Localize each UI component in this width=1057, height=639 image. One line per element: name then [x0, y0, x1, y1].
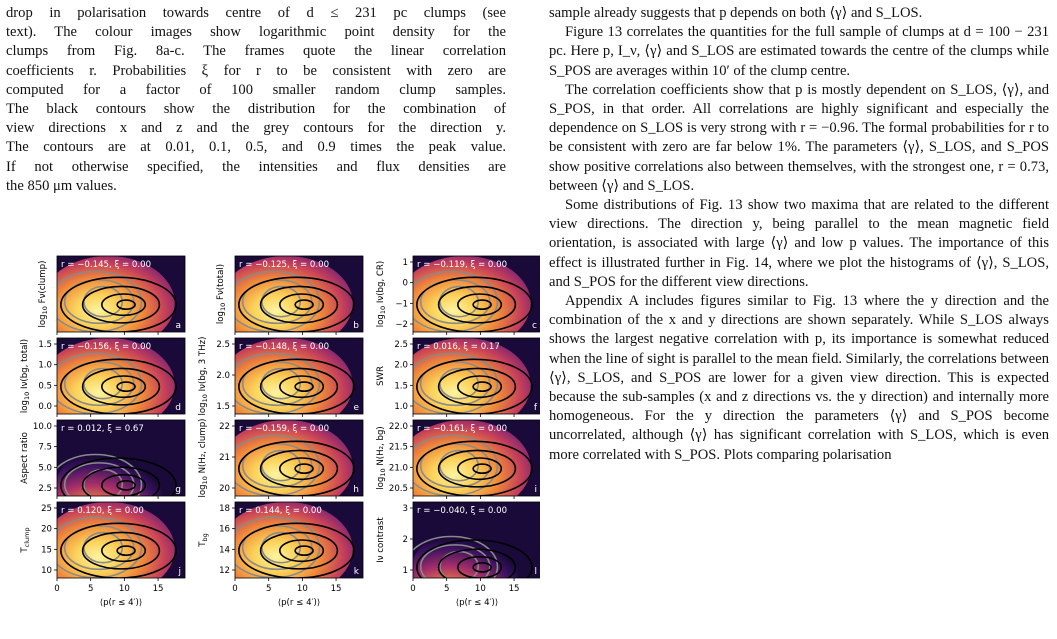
x-tick-label: 5	[443, 584, 450, 594]
y-tick-label: 0	[402, 278, 408, 289]
caption-line: The contours are at 0.01, 0.1, 0.5, and 0.9 times the peak value.	[6, 139, 506, 156]
y-tick-label: 25	[41, 504, 52, 514]
panel-letter: j	[178, 567, 181, 577]
panel-k	[198, 502, 363, 608]
y-tick-label: 20	[219, 484, 230, 494]
y-tick-label: 21	[219, 453, 230, 463]
caption-line: view directions x and z and the grey contours for the direction y.	[6, 120, 506, 137]
correlation-label: r = −0.161, ξ = 0.00	[417, 424, 508, 434]
y-tick-label: 20	[41, 524, 52, 535]
correlation-label: r = −0.159, ξ = 0.00	[239, 424, 330, 434]
correlation-label: r = −0.125, ξ = 0.00	[239, 260, 330, 270]
y-tick-label: 21.5	[388, 442, 408, 453]
x-tick-label: 0	[54, 584, 60, 594]
y-tick-label: 1.5	[38, 340, 52, 350]
x-tick-label: 0	[232, 584, 238, 594]
y-tick-label: 1.0	[394, 402, 408, 412]
y-tick-label: 1.5	[394, 381, 408, 392]
y-axis-label: SWR	[376, 366, 386, 386]
correlation-label: r = 0.144, ξ = 0.00	[239, 506, 322, 516]
panel-letter: l	[534, 567, 537, 577]
y-axis-label: $\log_{10} I\nu(bg$, CR)	[376, 260, 387, 328]
paragraph: Some distributions of Fig. 13 show two maxima that are related to the different view directions. The direction y, being parallel to the mean magnetic field orientation, is associated with large ⟨γ⟩ and low p values. The importance of this effect is illustrated further in Fig. 14, where we plot the histograms of ⟨γ⟩, S_LOS, and S_POS for the different view directions.	[549, 197, 1049, 290]
y-axis-label: $\log_{10} N(H_2$, clump)	[198, 418, 209, 498]
y-axis-label: $\log_{10} N(H_2$, bg)	[376, 426, 387, 490]
correlation-label: r = 0.012, ξ = 0.67	[61, 424, 144, 434]
y-tick-label: 2	[402, 535, 408, 545]
body-text-column	[549, 4, 1049, 465]
y-tick-label: 7.5	[38, 442, 52, 453]
y-tick-label: 2.5	[38, 484, 52, 494]
x-tick-label: 10	[474, 584, 486, 594]
panel-e	[198, 337, 363, 433]
panel-c	[376, 256, 540, 350]
figure-caption	[6, 4, 506, 196]
panel-letter: h	[353, 485, 359, 495]
panel-letter: a	[175, 321, 181, 331]
caption-line: If not otherwise specified, the intensities and flux densities are	[6, 158, 506, 175]
panel-b	[216, 256, 363, 350]
x-tick-label: 0	[410, 584, 416, 594]
x-tick-label: 15	[330, 584, 342, 594]
panel-l	[376, 502, 540, 614]
panel-j	[20, 502, 185, 608]
x-axis-label: ⟨p(r ≤ 4′)⟩	[99, 598, 143, 608]
correlation-label: r = −0.148, ξ = 0.00	[239, 342, 330, 352]
y-axis-label: $\log_{10}$ Fν(clump)	[38, 260, 49, 328]
x-tick-label: 10	[118, 584, 130, 594]
y-tick-label: 16	[219, 524, 230, 535]
correlation-label: r = −0.156, ξ = 0.00	[61, 342, 152, 352]
panel-f	[376, 338, 540, 432]
x-tick-label: 5	[265, 584, 272, 594]
paragraph: The correlation coefficients show that p is mostly dependent on S_LOS, ⟨γ⟩, and S_POS, in that order. All correlations are highly significant and especially the dependence on S_LOS is very strong with r = −0.96. The formal probabilities for r to be consistent with zero are far below 1%. The parameters ⟨γ⟩, S_LOS, and S_POS show positive correlations also between themselves, with the strongest one, r = 0.73, between ⟨γ⟩ and S_LOS.	[549, 81, 1049, 194]
y-tick-label: 14	[219, 545, 230, 556]
caption-line: text). The colour images show logarithmic point density for the	[6, 24, 506, 41]
x-tick-label: 5	[87, 584, 94, 594]
y-tick-label: 2.5	[216, 340, 230, 350]
y-axis-label: $\log_{10} I\nu(bg$, 3 THz)	[198, 336, 209, 416]
y-tick-label: −2	[395, 320, 408, 330]
paragraph: Figure 13 correlates the quantities for the full sample of clumps at d = 100 − 231 pc. Here p, I_ν, ⟨γ⟩ and S_LOS are estimated towards the centre of the clumps while S_POS are averages within 10′ of the clump centre.	[549, 24, 1049, 79]
y-tick-label: 0.5	[38, 381, 52, 392]
y-tick-label: 22.0	[388, 422, 408, 432]
panel-letter: c	[532, 321, 537, 331]
x-tick-label: 10	[296, 584, 308, 594]
y-tick-label: 1.5	[216, 402, 230, 412]
caption-line: clumps from Fig. 8a-c. The frames quote the linear correlation	[6, 43, 506, 60]
panel-a	[38, 256, 185, 350]
y-tick-label: 18	[219, 504, 230, 514]
panel-i	[376, 420, 540, 514]
y-tick-label: 10.0	[32, 422, 52, 432]
panel-letter: f	[533, 403, 537, 413]
y-tick-label: 20.5	[388, 484, 408, 494]
y-tick-label: 21.0	[388, 463, 408, 474]
y-tick-label: 22	[219, 422, 230, 432]
y-tick-label: 2.0	[394, 360, 408, 371]
y-tick-label: 3	[402, 504, 408, 514]
caption-line: coefficients r. Probabilities ξ for r to be consistent with zero are	[6, 62, 506, 79]
y-axis-label: $T_{clump}$	[20, 527, 31, 553]
panel-letter: i	[534, 485, 537, 495]
y-tick-label: 1.0	[38, 360, 52, 371]
y-tick-label: 1	[402, 258, 408, 268]
panel-letter: g	[175, 485, 181, 495]
x-tick-label: 15	[152, 584, 164, 594]
panel-letter: k	[353, 567, 359, 577]
panel-h	[198, 418, 363, 514]
panel-letter: b	[353, 321, 359, 331]
caption-line: the 850 μm values.	[6, 177, 117, 194]
y-tick-label: 2.0	[216, 371, 230, 381]
y-axis-label: $\log_{10}$ Fν(total)	[216, 263, 227, 325]
caption-line: drop in polarisation towards centre of d ≤ 231 pc clumps (see	[6, 5, 506, 21]
panel-d	[20, 338, 185, 432]
y-axis-label: Iν contrast	[376, 517, 386, 563]
paragraph: sample already suggests that p depends on both ⟨γ⟩ and S_LOS.	[549, 5, 923, 21]
caption-line: The black contours show the distribution for the combination of	[6, 101, 506, 118]
panel-letter: e	[353, 403, 359, 413]
correlation-label: r = −0.145, ξ = 0.00	[61, 260, 152, 270]
y-tick-label: 5.0	[38, 463, 52, 474]
correlation-label: r = −0.040, ξ = 0.00	[417, 506, 508, 516]
y-tick-label: 15	[41, 545, 52, 556]
x-tick-label: 15	[508, 584, 520, 594]
correlation-label: r = −0.119, ξ = 0.00	[417, 260, 508, 270]
panel-letter: d	[175, 403, 181, 413]
y-tick-label: 2.5	[394, 340, 408, 350]
x-axis-label: ⟨p(r ≤ 4′)⟩	[277, 598, 321, 608]
y-tick-label: 10	[41, 566, 52, 576]
y-tick-label: 0.0	[38, 402, 52, 412]
y-axis-label: $T_{bg}$	[198, 533, 209, 547]
correlation-label: r = 0.120, ξ = 0.00	[61, 506, 144, 516]
y-tick-label: 1	[402, 566, 408, 576]
y-tick-label: −1	[395, 299, 408, 310]
paragraph: Appendix A includes figures similar to Fig. 13 where the y direction and the combination of the x and y directions are shown separately. While S_LOS always shows the largest negative correlation with p, its importance is somewhat reduced when the line of sight is parallel to the mean field. Similarly, the correlations between ⟨γ⟩, S_LOS, and S_POS are lower for a given view direction. This is expected because the sub-samples (x and z directions vs. the y direction) and internally more homogeneous. For the y direction the parameters ⟨γ⟩ and S_POS become uncorrelated, although ⟨γ⟩ has significant correlation with S_LOS, which is even more correlated with S_POS. Plots comparing polarisation	[549, 293, 1049, 463]
y-axis-label: $\log_{10} I\nu(bg$, total)	[20, 338, 31, 414]
correlation-label: r = 0.016, ξ = 0.17	[417, 342, 500, 352]
y-axis-label: Aspect ratio	[20, 432, 30, 484]
x-axis-label: ⟨p(r ≤ 4′)⟩	[455, 598, 499, 608]
correlation-figure	[0, 248, 540, 639]
y-tick-label: 12	[219, 566, 230, 576]
caption-line: computed for a factor of 100 smaller random clump samples.	[6, 81, 506, 98]
